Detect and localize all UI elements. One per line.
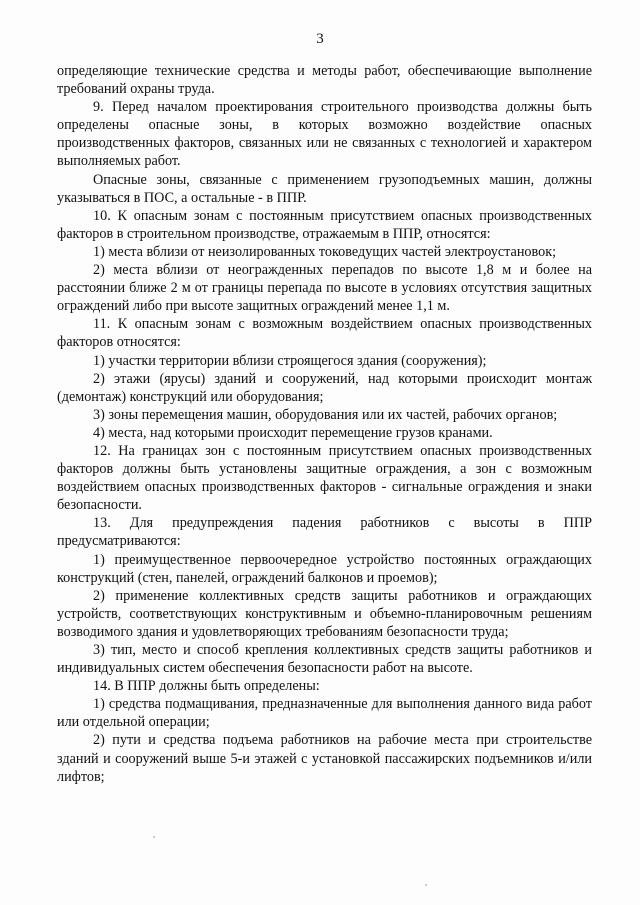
- paragraph-item-13: 13. Для предупреждения падения работников с высоты в ППР предусматриваются:: [57, 515, 592, 550]
- paragraph-item-14: 14. В ППР должны быть определены:: [93, 678, 320, 695]
- list-item-10-1: 1) места вблизи от неизолированных токоведущих частей электроустановок;: [93, 243, 557, 260]
- list-item-13-2: 2) применение коллективных средств защиты работников и ограждающих устройств, соответствующих конструктивным и объемно-планировочным решениям возводимого здания и удовлетворяющих требованиям безопасности труда;: [57, 587, 592, 640]
- paragraph-item-10: 10. К опасным зонам с постоянным присутствием опасных производственных факторов в строительном производстве, отражаемым в ППР, относятся:: [57, 207, 592, 242]
- list-item-14-2: 2) пути и средства подъема работников на рабочие места при строительстве зданий и сооружений выше 5-и этажей с установкой пассажирских подъемников и/или лифтов;: [57, 732, 592, 785]
- document-body: [57, 62, 592, 786]
- paragraph-item-11: 11. К опасным зонам с возможным воздействием опасных производственных факторов относятся:: [57, 316, 592, 351]
- scan-speck: [153, 836, 155, 838]
- scan-speck: [425, 884, 427, 886]
- page-number: 3: [316, 31, 324, 47]
- list-item-11-3: 3) зоны перемещения машин, оборудования или их частей, рабочих органов;: [93, 406, 558, 423]
- list-item-13-1: 1) преимущественное первоочередное устройство постоянных ограждающих конструкций (стен, панелей, ограждений балконов и проемов);: [57, 551, 592, 586]
- list-item-11-4: 4) места, над которыми происходит перемещение грузов кранами.: [93, 424, 493, 441]
- list-item-14-1: 1) средства подмащивания, предназначенные для выполнения данного вида работ или отдельной операции;: [57, 696, 592, 731]
- list-item-13-3: 3) тип, место и способ крепления коллективных средств защиты работников и индивидуальных систем обеспечения безопасности работ на высоте.: [57, 642, 592, 677]
- list-item-11-2: 2) этажи (ярусы) зданий и сооружений, над которыми происходит монтаж (демонтаж) конструкций или оборудования;: [57, 370, 592, 405]
- paragraph-continuation: определяющие технические средства и методы работ, обеспечивающие выполнение требований охраны труда.: [57, 63, 592, 98]
- list-item-10-2: 2) места вблизи от неогражденных перепадов по высоте 1,8 м и более на расстоянии ближе 2 м от границы перепада по высоте в условиях отсутствия защитных ограждений либо при высоте защитных ограждений менее 1,1 м.: [57, 262, 592, 315]
- paragraph-item-12: 12. На границах зон с постоянным присутствием опасных производственных факторов должны быть установлены защитные ограждения, а зон с возможным воздействием опасных производственных факторов - сигнальные ограждения и знаки безопасности.: [57, 442, 592, 514]
- paragraph-crane-zones: Опасные зоны, связанные с применением грузоподъемных машин, должны указываться в ПОС, а остальные - в ППР.: [57, 171, 592, 206]
- paragraph-item-9: 9. Перед началом проектирования строительного производства должны быть определены опасные зоны, в которых возможно воздействие опасных производственных факторов, связанных или не связанных с технологией и характером выполняемых работ.: [57, 99, 592, 170]
- list-item-11-1: 1) участки территории вблизи строящегося здания (сооружения);: [93, 352, 487, 369]
